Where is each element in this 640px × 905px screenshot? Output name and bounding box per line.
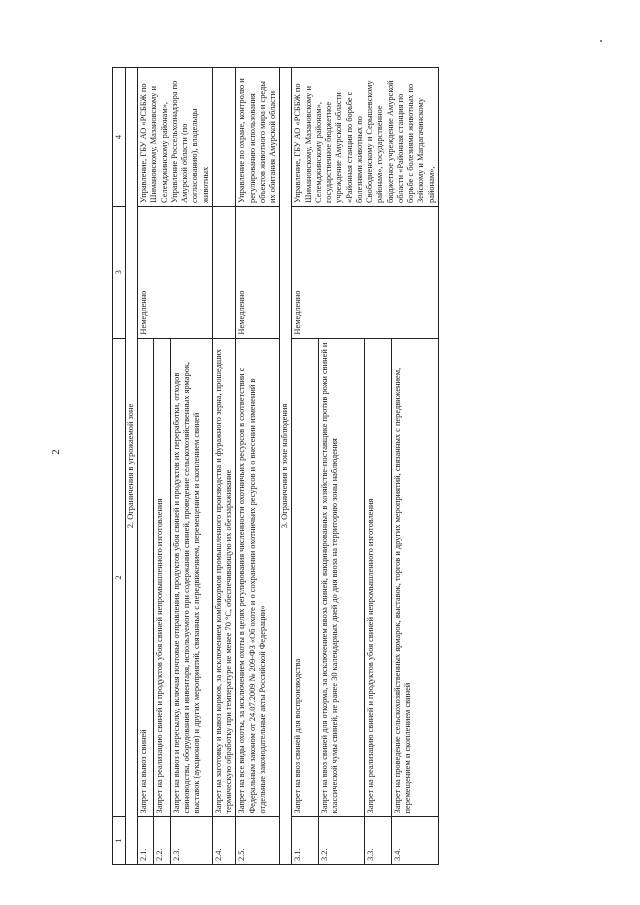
column-header: 3 [113,206,126,338]
row-text: Запрет на ввоз свиней для воспроизводства [292,338,318,817]
row-responsible [212,68,236,207]
table-row [292,68,318,865]
table-row [212,68,236,865]
section-title: 3. Ограничения в зоне наблюдения [280,68,292,865]
rotated-page-content [112,67,548,865]
row-text: Запрет на вывоз свиней [138,338,154,817]
row-text: Запрет на проведение сельскохозяйственных ярмарок, выставок, торгов и других мероприятий, связанных с передвижением, перемещением и скоплением свиней [391,338,438,817]
column-header: 4 [113,68,126,207]
row-responsible: Управление по охране, контролю и регулированию использования объектов животного мира и среды их обитания Амурской области [236,68,280,207]
row-number: 2.2. [154,817,170,865]
row-term: Немедленно [292,206,439,338]
row-number: 2.3. [170,817,212,865]
table-row [236,68,280,865]
row-number: 3.2. [318,817,365,865]
section-header-row [126,68,138,865]
scan-speck [600,40,602,42]
row-number: 3.4. [391,817,438,865]
row-number: 3.3. [365,817,391,865]
column-header: 2 [113,338,126,817]
page-number: 2 [50,449,62,455]
table-row [138,68,154,865]
row-text: Запрет на ввоз свиней для откорма, за исключением ввоза свиней, вакцинированных в хозяйстве-поставщике против рожи свиней и классической чумы свиней, не ранее 30 календарных дней до дня ввоза на территорию зоны наблюдения [318,338,365,817]
restrictions-table [112,67,439,865]
row-text: Запрет на заготовку и вывоз кормов, за исключением комбикормов промышленного производства и фуражного зерна, прошедших термическую обработку при температуре не менее 70 °C, обеспечивающую их обеззараживание [212,338,236,817]
section-title: 2. Ограничения в угрожаемой зоне [126,68,138,865]
row-responsible: Управление, ГБУ АО «РСББЖ по Шимановскому, Мазановскому и Селемджинскому районам», государственное бюджетное учреждение Амурской области «Районная станция по борьбе с болезнями животных по Свободненскому и Серышевскому районам», государственное бюджетное учреждение Амурской области «Районная станция по борьбе с болезнями животных по Зейскому и Магдагачинскому районам», [292,68,439,207]
row-text: Запрет на все виды охоты, за исключением охоты в целях регулирования численности охотничьих ресурсов в соответствии с Федеральным законом от 24.07.2009 № 209-ФЗ «Об охоте и о сохранении охотничьих ресурсов и о внесении изменений в отдельные законодательные акты Российской Федерации» [236,338,280,817]
row-text: Запрет на реализацию свиней и продуктов убоя свиней непромышленного изготовления [365,338,391,817]
row-number: 3.1. [292,817,318,865]
row-number: 2.4. [212,817,236,865]
row-number: 2.5. [236,817,280,865]
section-header-row [280,68,292,865]
row-term [212,206,236,338]
row-text: Запрет на реализацию свиней и продуктов убоя свиней непромышленного изготовления [154,338,170,817]
row-term: Немедленно [138,206,213,338]
row-responsible: Управление, ГБУ АО «РСББЖ по Шимановскому, Мазановскому и Селемджинскому районам», Управление Россельхознадзора по Амурской области (по согласованию), владельцы животных [138,68,213,207]
row-number: 2.1. [138,817,154,865]
table-header-row [113,68,126,865]
column-header: 1 [113,817,126,865]
row-text: Запрет на вывоз и пересылку, включая почтовые отправления, продуктов убоя свиней и продуктов их переработки, отходов свиноводства, оборудования и инвентаря, используемого при содержании свиней, проведение сельскохозяйственных ярмарок, выставок (аукционов) и других мероприятий, связанных с передвижением, перемещением и скоплением свиней [170,338,212,817]
row-term: Немедленно [236,206,280,338]
